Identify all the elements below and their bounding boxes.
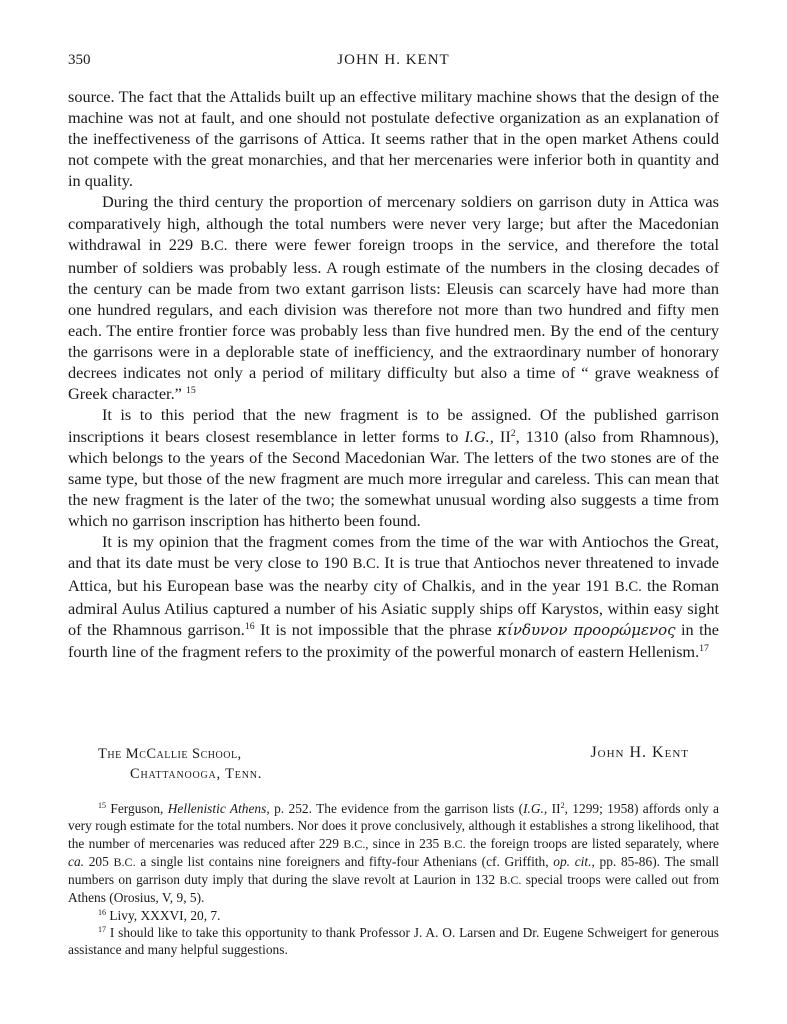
text-run: II	[493, 426, 511, 446]
author-name: John H. Kent	[590, 744, 689, 761]
text-run: there were fewer foreign troops in the service, and therefore the total number of soldiers was probably less. A rough estimate of the numbers in the closing decades of the century can be made from two extant garrison lists: Eleusis can scarcely have had more than one hundred regulars, and each division was therefore not more than two hundred and fifty men each. The entire frontier force was probably less than five hundred men. By the end of the century the garrisons were in a deplorable state of inefficiency, and the extraordinary number of honorary decrees indicates not only a period of military difficulty but also a time of “ grave weakness of Greek character.”	[68, 234, 719, 404]
text-run: 205	[84, 853, 114, 869]
text-run: It is to this period that the new fragment is to be assigned. Of the published garrison inscriptions it bears closest resemblance in letter forms to	[68, 405, 719, 446]
text-run: a single list contains nine foreigners and fifty-four Athenians (cf. Griffith,	[135, 853, 554, 869]
author-signature	[68, 746, 719, 790]
text-run: It is not impossible that the phrase	[254, 620, 498, 640]
italic-text: op. cit.,	[553, 853, 595, 869]
footnote-ref: 17	[699, 643, 709, 655]
small-caps-text: B.C.	[352, 556, 380, 573]
footnote	[68, 907, 719, 924]
text-run: , 1310 (also from Rhamnous), which belongs to the years of the Second Macedonian War. The letters of the two stones are of the same type, but those of the new fragment are much more irregular and careless. This can mean that the new fragment is the later of the two; the somewhat unusual wording also suggests a time from which no garrison inscription has hitherto been found.	[68, 426, 719, 530]
small-caps-text: B.C.	[499, 873, 522, 888]
text-run: in the fourth line of the fragment refers to the proximity of the powerful monarch of eastern Hellenism.	[68, 620, 719, 662]
small-caps-text: B.C.	[200, 237, 228, 254]
text-run: It is my opinion that the fragment comes from the time of the war with Antiochos the Great, and that its date must be very close to 190	[68, 531, 719, 573]
text-run: , 1299; 1958) affords only a very rough estimate for the total numbers. Nor does it prove conclusively, although it establishes a strong likelihood, that the number of mercenaries was reduced after 229	[68, 801, 719, 851]
footnote-ref: 17	[98, 925, 107, 935]
footnote	[68, 924, 719, 959]
text-run: special troops were called out from Athens (Orosius, V, 9, 5).	[68, 872, 719, 906]
footnotes	[68, 800, 719, 959]
italic-text: I.G.,	[523, 801, 548, 816]
text-run: since in 235	[368, 835, 444, 851]
text-run: pp. 85-86). The small numbers on garrison duty imply that during the slave revolt at Laurion in 132	[68, 853, 720, 888]
small-caps-text: B.C.	[113, 854, 136, 869]
text-run: the Roman admiral Aulus Atilius captured a number of his Asiatic supply ships off Karystos, within easy sight of the Rhamnous garrison.	[68, 576, 720, 640]
running-head: JOHN H. KENT	[337, 52, 450, 68]
paragraph	[68, 531, 719, 663]
text-run: During the third century the proportion of mercenary soldiers on garrison duty in Attica was comparatively high, although the total numbers were never very large; but after the Macedonian withdrawal in 229	[68, 192, 719, 254]
affiliation-school: The McCallie School,	[98, 746, 242, 762]
footnote	[68, 800, 719, 907]
footnote-ref: 16	[244, 621, 255, 633]
footnote-ref: 15	[98, 801, 107, 811]
text-run: Ferguson,	[106, 801, 168, 816]
italic-text: I.G.,	[464, 426, 494, 446]
text-run: It is true that Antiochos never threatened to invade Attica, but his European base was the nearby city of Chalkis, and in the year 191	[68, 553, 719, 596]
footnote-ref: 16	[98, 907, 107, 917]
article-body	[68, 86, 719, 663]
italic-text: Hellenistic Athens,	[167, 801, 270, 816]
greek-phrase: κίνδυνον προορώμενος	[497, 621, 676, 640]
paragraph	[68, 191, 719, 404]
text-run: Livy, XXXVI, 20, 7.	[106, 907, 221, 923]
italic-text: ca.	[68, 853, 84, 869]
footnote-ref: 2	[560, 801, 565, 811]
paragraph	[68, 404, 719, 531]
text-run: II	[547, 801, 561, 816]
text-run: I should like to take this opportunity to thank Professor J. A. O. Larsen and Dr. Eugene Schweigert for generous assistance and many helpful suggestions.	[68, 925, 719, 958]
text-run: source. The fact that the Attalids built up an effective military machine shows that the design of the machine was not at fault, and one should not postulate defective organization as an explanation of the ineffectiveness of the garrisons of Attica. It seems rather that in the open market Athens could not compete with the great monarchies, and that her mercenaries were inferior both in quantity and in quality.	[68, 87, 719, 191]
text-run: p. 252. The evidence from the garrison lists (	[269, 801, 524, 816]
page-number: 350	[68, 52, 91, 68]
small-caps-text: B.C.	[614, 579, 642, 596]
footnote-ref: 15	[185, 385, 196, 397]
page-header	[68, 52, 719, 74]
small-caps-text: B.C.	[443, 836, 466, 851]
text-run: the foreign troops are listed separately, where	[465, 835, 719, 851]
paragraph	[68, 86, 719, 191]
affiliation-city: Chattanooga, Tenn.	[130, 766, 263, 782]
small-caps-text: B.C.,	[343, 836, 369, 851]
footnote-ref: 2	[510, 427, 516, 439]
